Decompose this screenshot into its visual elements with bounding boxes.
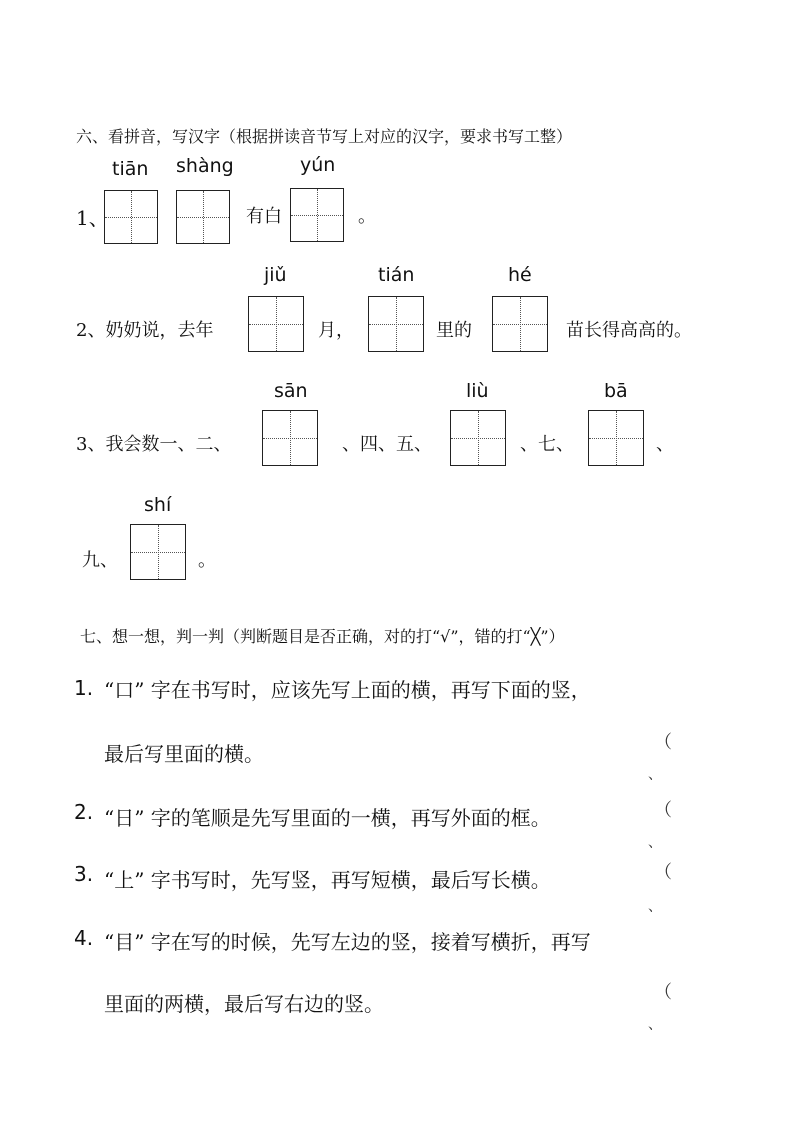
answer-box-jiu[interactable] <box>248 296 304 352</box>
answer-box-shang[interactable] <box>176 190 230 244</box>
pinyin-tian: tiān <box>112 158 149 180</box>
q3-text3: 、 <box>656 434 674 455</box>
item3-answer-paren[interactable]: （ <box>654 862 672 883</box>
item4-line2: 里面的两横，最后写右边的竖。 <box>104 992 384 1016</box>
item1-line2: 最后写里面的横。 <box>104 742 264 766</box>
q2-text3: 苗长得高高的。 <box>566 320 692 341</box>
item2-answer-paren-close: 、 <box>648 835 662 851</box>
q1-number: 1、 <box>76 206 109 230</box>
item4-line1: “目” 字在写的时候，先写左边的竖，接着写横折，再写 <box>104 930 591 954</box>
pinyin-san: sān <box>274 380 308 402</box>
answer-box-yun[interactable] <box>290 188 344 242</box>
pinyin-liu: liù <box>466 380 489 402</box>
answer-box-shi[interactable] <box>130 524 186 580</box>
pinyin-jiu: jiǔ <box>264 264 287 286</box>
answer-box-tian[interactable] <box>104 190 158 244</box>
item3-number: 3. <box>74 862 94 886</box>
item3-line1: “上” 字书写时，先写竖，再写短横，最后写长横。 <box>104 868 551 892</box>
pinyin-he: hé <box>508 264 532 286</box>
answer-box-san[interactable] <box>262 410 318 466</box>
item4-answer-paren-close: 、 <box>648 1017 662 1033</box>
answer-box-tian2[interactable] <box>368 296 424 352</box>
pinyin-yun: yún <box>300 154 336 176</box>
item4-answer-paren[interactable]: （ <box>654 982 672 1003</box>
pinyin-ba: bā <box>604 380 628 402</box>
answer-box-liu[interactable] <box>450 410 506 466</box>
q3b-start: 九、 <box>82 550 118 571</box>
item1-answer-paren[interactable]: （ <box>654 732 672 753</box>
item1-answer-paren-close: 、 <box>648 767 662 783</box>
section7-title: 七、想一想，判一判（判断题目是否正确，对的打“√”，错的打“╳”） <box>80 627 565 646</box>
item3-answer-paren-close: 、 <box>648 899 662 915</box>
pinyin-shi: shí <box>144 494 172 516</box>
q3-start: 3、我会数一、二、 <box>76 434 232 455</box>
q2-start: 2、奶奶说，去年 <box>76 320 214 341</box>
section6-title: 六、看拼音，写汉字（根据拼读音节写上对应的汉字，要求书写工整） <box>76 127 573 146</box>
item2-answer-paren[interactable]: （ <box>654 800 672 821</box>
q3-text2: 、七、 <box>520 434 574 455</box>
item2-number: 2. <box>74 800 94 824</box>
q3b-end: 。 <box>198 550 216 571</box>
item1-number: 1. <box>74 676 94 700</box>
q1-end: 。 <box>358 206 376 227</box>
item1-line1: “口” 字在书写时，应该先写上面的横，再写下面的竖， <box>104 678 591 702</box>
pinyin-shang: shàng <box>176 155 234 177</box>
q1-mid-text: 有白 <box>246 206 282 227</box>
answer-box-ba[interactable] <box>588 410 644 466</box>
item2-line1: “日” 字的笔顺是先写里面的一横，再写外面的框。 <box>104 806 551 830</box>
q2-text1: 月， <box>318 320 354 341</box>
answer-box-he[interactable] <box>492 296 548 352</box>
item4-number: 4. <box>74 926 94 950</box>
q2-text2: 里的 <box>436 320 472 341</box>
q3-text1: 、四、五、 <box>342 434 432 455</box>
pinyin-tian2: tián <box>378 264 415 286</box>
